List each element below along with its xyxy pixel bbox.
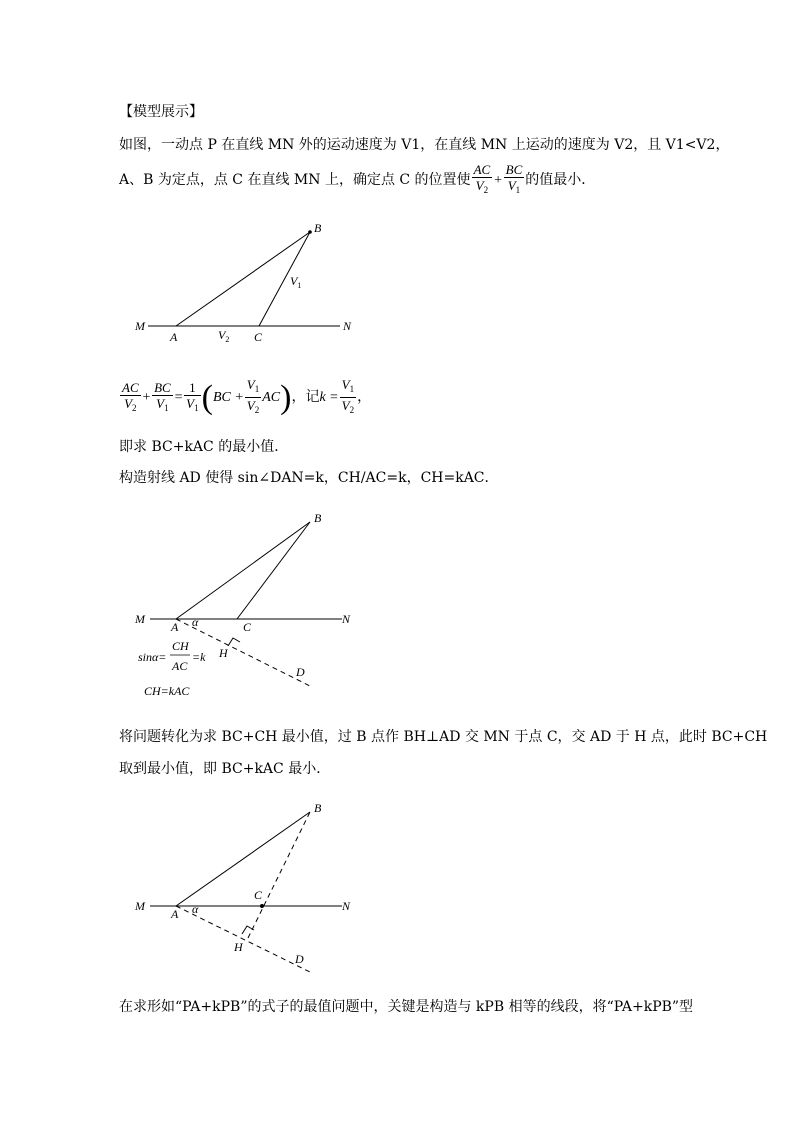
formula-text: k = [319, 390, 339, 405]
label-alpha: α [192, 615, 199, 629]
paragraph-text: A、B 为定点，点 C 在直线 MN 上，确定点 C 的位置使 [119, 172, 471, 188]
plus-sign: + [493, 173, 503, 188]
label-alpha: α [192, 902, 199, 916]
formula-text: ， [357, 390, 372, 405]
label-a: A [170, 330, 178, 344]
label-c: C [254, 330, 263, 344]
label-v2: $V_2$ [218, 328, 230, 344]
paragraph-line: 即求 BC+kAC 的最小值． [119, 439, 289, 455]
label-a: A [171, 907, 179, 921]
label-m: M [135, 319, 145, 333]
formula-text: BC + [212, 390, 244, 405]
point-c [260, 904, 264, 908]
paragraph-line: 构造射线 AD 使得 sin∠DAN=k，CH/AC=k，CH=kAC． [119, 470, 499, 486]
fraction-ac-v2 [472, 162, 493, 198]
formula-text: ，记 [291, 390, 320, 405]
equals-sign: = [173, 390, 184, 405]
left-paren: ( [201, 378, 213, 416]
sin-formula-lhs: sinα= [138, 650, 167, 664]
fraction-v1-v2: $\frac{V_1}{V_2}$ [341, 377, 355, 416]
fraction-ac-v2: $\frac{AC}{V_2}$ [122, 379, 139, 413]
ray-ad [176, 906, 312, 973]
label-c: C [243, 620, 252, 634]
denominator: $V_2$ [475, 178, 489, 195]
sin-formula-num: CH [172, 639, 189, 653]
label-d: D [296, 665, 305, 679]
segment-ab [176, 812, 310, 906]
paragraph-line: 取到最小值，即 BC+kAC 最小． [119, 761, 331, 777]
formula-line [119, 375, 371, 421]
paragraph-line-with-formula [119, 160, 595, 200]
label-n: N [342, 899, 351, 913]
fraction-1-v1: $\frac{1}{V_1}$ [186, 379, 199, 413]
sin-formula-den: AC [172, 659, 188, 673]
label-v1: $V_1$ [290, 274, 302, 290]
label-h: H [219, 646, 228, 660]
ch-formula: CH=kAC [144, 684, 190, 698]
numerator: AC [473, 162, 491, 177]
section-heading: 【模型展示】 [119, 104, 203, 120]
fraction-v1-v2: $\frac{V_1}{V_2}$ [246, 377, 260, 416]
label-n: N [343, 319, 352, 333]
label-b: B [314, 511, 322, 525]
right-paren: ) [280, 378, 292, 416]
label-d: D [295, 952, 304, 966]
label-n: N [342, 612, 351, 626]
point-b [308, 230, 312, 234]
fraction-bc-v1: $\frac{BC}{V_1}$ [154, 379, 171, 413]
formula-text: AC [262, 390, 281, 405]
figure-3 [130, 795, 370, 980]
plus-sign: + [141, 390, 152, 405]
sin-formula-rhs: =k [192, 650, 206, 664]
label-c: C [254, 888, 263, 902]
denominator: $V_1$ [507, 178, 521, 195]
label-a: A [171, 620, 179, 634]
paragraph-line: 在求形如“PA+kPB”的式子的最值问题中，关键是构造与 kPB 相等的线段，将“PA+kPB”型 [119, 999, 694, 1015]
segment-bc [259, 232, 310, 326]
segment-ab [176, 522, 310, 619]
segment-bc [237, 522, 310, 619]
fraction-bc-v1 [504, 162, 525, 198]
label-m: M [135, 612, 145, 626]
segment-bh [248, 812, 310, 938]
paragraph-line: 如图，一动点 P 在直线 MN 外的运动速度为 V1，在直线 MN 上运动的速度为 V2，且 V1<V2， [119, 137, 730, 153]
paragraph-text: 的值最小． [525, 172, 596, 188]
label-h: H [234, 940, 243, 954]
label-b: B [314, 801, 322, 815]
right-angle-mark [228, 638, 240, 646]
label-m: M [135, 899, 145, 913]
paragraph-line: 将问题转化为求 BC+CH 最小值，过 B 点作 BH⊥AD 交 MN 于点 C，交 AD 于 H 点，此时 BC+CH [119, 729, 768, 745]
figure-2 [130, 505, 370, 700]
figure-1 [130, 215, 370, 350]
numerator: BC [505, 162, 523, 177]
label-b: B [314, 221, 322, 235]
